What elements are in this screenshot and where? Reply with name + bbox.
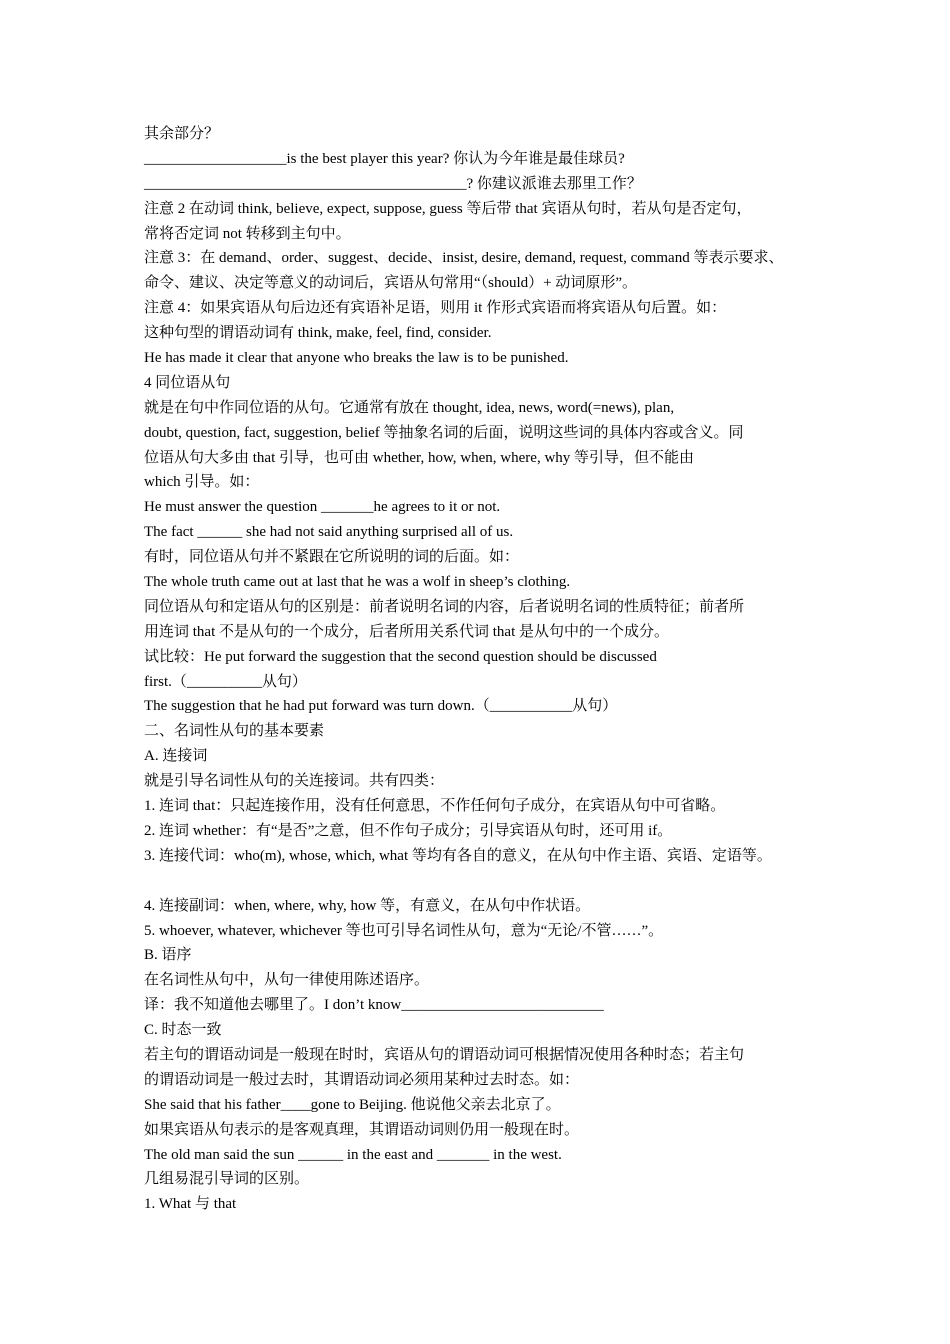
document-page xyxy=(144,122,834,1217)
text-line: 注意 4：如果宾语从句后边还有宾语补足语，则用 it 作形式宾语而将宾语从句后置。如： xyxy=(144,300,727,317)
text-line: 常将否定词 not 转移到主句中。 xyxy=(144,225,351,242)
text-line: 如果宾语从句表示的是客观真理，其谓语动词则仍用一般现在时。 xyxy=(144,1121,580,1138)
text-line: doubt, question, fact, suggestion, belief 等抽象名词的后面，说明这些词的具体内容或含义。同 xyxy=(144,424,744,441)
text-line: 若主句的谓语动词是一般现在时时，宾语从句的谓语动词可根据情况使用各种时态；若主句 xyxy=(144,1046,745,1063)
text-line: 的谓语动词是一般过去时，其谓语动词必须用某种过去时态。如： xyxy=(144,1071,580,1088)
text-line: 二、名词性从句的基本要素 xyxy=(144,723,325,740)
text-line: 就是在句中作同位语的从句。它通常有放在 thought, idea, news, word(=news), plan, xyxy=(144,399,675,416)
text-line: 在名词性从句中，从句一律使用陈述语序。 xyxy=(144,972,430,989)
text-line: 3. 连接代词：who(m), whose, which, what 等均有各自的意义，在从句中作主语、宾语、定语等。 xyxy=(144,847,772,864)
text-line: 同位语从句和定语从句的区别是：前者说明名词的内容，后者说明名词的性质特征；前者所 xyxy=(144,598,745,615)
text-line: 4 同位语从句 xyxy=(144,374,231,391)
text-line: ___________________________________________? 你建议派谁去那里工作？ xyxy=(144,175,642,192)
text-line: 几组易混引导词的区别。 xyxy=(144,1171,310,1188)
text-line: ___________________is the best player this year? 你认为今年谁是最佳球员? xyxy=(144,150,625,167)
text-line: 就是引导名词性从句的关连接词。共有四类： xyxy=(144,773,445,790)
text-line: 注意 2 在动词 think, believe, expect, suppose, guess 等后带 that 宾语从句时，若从句是否定句， xyxy=(144,200,752,217)
text-line: The suggestion that he had put forward was turn down.（___________从句） xyxy=(144,698,618,715)
text-line: 试比较：He put forward the suggestion that the second question should be discussed xyxy=(144,648,657,665)
text-line: 这种句型的谓语动词有 think, make, feel, find, consider. xyxy=(144,325,492,342)
text-line: which 引导。如： xyxy=(144,474,260,491)
text-line: A. 连接词 xyxy=(144,748,208,765)
text-line: 位语从句大多由 that 引导，也可由 whether, how, when, where, why 等引导，但不能由 xyxy=(144,449,695,466)
text-line: The fact ______ she had not said anything surprised all of us. xyxy=(144,524,514,541)
text-line: 5. whoever, whatever, whichever 等也可引导名词性从句，意为“无论/不管……”。 xyxy=(144,922,664,939)
text-line: The old man said the sun ______ in the east and _______ in the west. xyxy=(144,1146,562,1163)
text-line: 2. 连词 whether：有“是否”之意，但不作句子成分；引导宾语从句时，还可用 if。 xyxy=(144,822,673,839)
text-line: B. 语序 xyxy=(144,947,192,964)
text-line: 1. What 与 that xyxy=(144,1196,237,1213)
text-line: 1. 连词 that：只起连接作用，没有任何意思，不作任何句子成分，在宾语从句中可省略。 xyxy=(144,798,726,815)
text-line: 用连词 that 不是从句的一个成分，后者所用关系代词 that 是从句中的一个成分。 xyxy=(144,623,669,640)
text-line: first.（__________从句） xyxy=(144,673,307,690)
text-line: 其余部分？ xyxy=(144,126,220,142)
text-line: The whole truth came out at last that he was a wolf in sheep’s clothing. xyxy=(144,574,571,591)
text-line: 有时，同位语从句并不紧跟在它所说明的词的后面。如： xyxy=(144,549,520,566)
text-line: He has made it clear that anyone who breaks the law is to be punished. xyxy=(144,350,569,367)
text-line: 译：我不知道他去哪里了。I don’t know___________________________ xyxy=(144,997,604,1014)
text-line: 注意 3：在 demand、order、suggest、decide、insist, desire, demand, request, command 等表示要求、 xyxy=(144,250,784,267)
text-line: C. 时态一致 xyxy=(144,1022,222,1039)
text-line: She said that his father____gone to Beijing. 他说他父亲去北京了。 xyxy=(144,1096,561,1113)
text-line: He must answer the question _______he agrees to it or not. xyxy=(144,499,501,516)
text-line: 4. 连接副词：when, where, why, how 等，有意义，在从句中作状语。 xyxy=(144,897,591,914)
blank-line xyxy=(144,869,834,894)
text-line: 命令、建议、决定等意义的动词后，宾语从句常用“（should）+ 动词原形”。 xyxy=(144,275,638,292)
